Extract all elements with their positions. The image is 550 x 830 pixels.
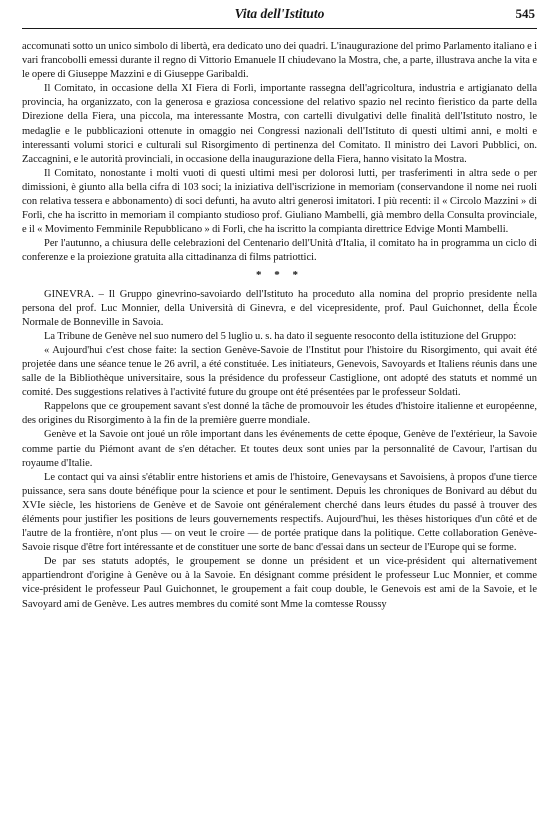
quote-aujourdhui: « Aujourd'hui c'est chose faite: la section Genève-Savoie de l'Institut pour l'histoire du Risorgimento, qui avait été projetée dans une séance tenue le 26 avril, a été constituée. Les initiateurs, Genevois, Savoyards et Italiens réunis dans une salle de la Bibliothèque universitaire, sous la présidence du professeur Castiglione, ont adopté des statuts et nommé un comité. Des suggestions relatives à l'activité future du groupe ont été présentées par le professeur Soldati. [22,344,537,399]
quote-le-contact: Le contact qui va ainsi s'établir entre historiens et amis de l'histoire, Genevaysans et Savoisiens, à propos d'une tierce puissance, sera sans doute bénéfique pour la science et pour le sentiment. Depuis les chroniques de Bonivard au début du XVIe siècle, les historiens de Genève et de Savoie ont généralement cherché dans leurs études du passé à trouver des éléments pour justifier les positions de leurs gouvernements respectifs. Aujourd'hui, les thèses historiques d'un côté et de l'autre de la frontière, n'ont plus — on veut le croire — de portée pratique dans la politique. Cette collaboration Genève-Savoie risque d'être fort intéressante et de constituer une sorte de banc d'essai dans un secteur de l'Europe qui se forme. [22,471,537,554]
quote-geneve-savoie: Genève et la Savoie ont joué un rôle important dans les événements de cette époque, Genève de l'extérieur, la Savoie comme partie du Piémont avant de s'en détacher. Et toutes deux sont unies par la personnalité de Cavour, l'artisan du royaume d'Italie. [22,429,537,469]
page-number: 545 [515,6,535,21]
paragraph-fiera-forli: Il Comitato, in occasione della XI Fiera di Forlì, importante rassegna dell'agricoltura, industria e artigianato della provincia, ha organizzato, con la generosa e graziosa concessione del relativo spazio nel recinto fieristico da parte della Direzione della Fiera, una piccola, ma interessante Mostra, con cartelli divulgativi delle finalità dell'Istituto nostro, le medaglie e le pubblicazioni ottenute in omaggio nei Congressi nazionali dell'Istituto di questi ultimi anni, e molti e interessanti volumi storici e culturali sul Risorgimento di pertinenza del Comitato. Il ministro dei Lavori Pubblici, on. Zaccagnini, e le autorità provinciali, in occasione della inaugurazione della Fiera, hanno visitato la Mostra. [22,83,537,165]
paragraph-tribune: La Tribune de Genève nel suo numero del 5 luglio u. s. ha dato il seguente resoconto della istituzione del Gruppo: [44,330,517,342]
section-separator: * * * [256,268,303,281]
paragraph-mostra-conclusion: accomunati sotto un unico simbolo di libertà, era dedicato uno dei quadri. L'inaugurazione del primo Parlamento italiano e i vari francobolli emessi durante il regno di Vittorio Emanuele II chiudevano la Mostra, che, a parte, illustrava anche la vita e le opere di Giuseppe Mazzini e di Giuseppe Garibaldi. [22,41,537,81]
running-head-title: Vita dell'Istituto [234,6,325,21]
quote-rappelons: Rappelons que ce groupement savant s'est donné la tâche de promouvoir les études d'histoire italienne et européenne, des origines du Risorgimento à la fin de la première guerre mondiale. [22,401,537,427]
paragraph-autunno: Per l'autunno, a chiusura delle celebrazioni del Centenario dell'Unità d'Italia, il comitato ha in programma un ciclo di conferenze e la proiezione gratuita alla cittadinanza di films patriottici. [22,238,537,264]
body-text [22,40,537,612]
paragraph-ginevra: GINEVRA. – Il Gruppo ginevrino-savoiardo dell'Istituto ha proceduto alla nomina del proprio presidente nella persona del prof. Luc Monnier, della Università di Ginevra, e del vicepresidente, prof. Paul Guichonnet, della École Normale de Bonneville in Savoia. [22,288,537,328]
paragraph-soci-memoriam: Il Comitato, nonostante i molti vuoti di questi ultimi mesi per dolorosi lutti, per trasferimenti in altra sede o per dimissioni, è giunto alla bella cifra di 103 soci; la iniziativa dell'iscrizione in memoriam (conservandone il nome nei ruoli con relativa tessera e abbonamento) di soci defunti, ha avuto altri generosi imitatori. I più recenti: il « Circolo Mazzini » di Forlì, che ha iscritto in memoriam il compianto studioso prof. Giuliano Mambelli, già membro della Consulta provinciale, e il « Movimento Femminile Repubblicano » di Forlì, che ha iscritto la compianta direttrice Edvige Monti Mambelli. [22,167,537,236]
quote-statuts: De par ses statuts adoptés, le groupement se donne un président et un vice-président qui alternativement appartiendront d'origine à Genève ou à la Savoie. En désignant comme président le professeur Luc Monnier, et comme vice-président le professeur Paul Guichonnet, le groupement a fait coup double, le Genevois est ami de la Savoie, et le Savoyard ami de Genève. Les autres membres du comité sont Mme la comtesse Roussy [22,556,537,610]
running-head [22,0,537,29]
